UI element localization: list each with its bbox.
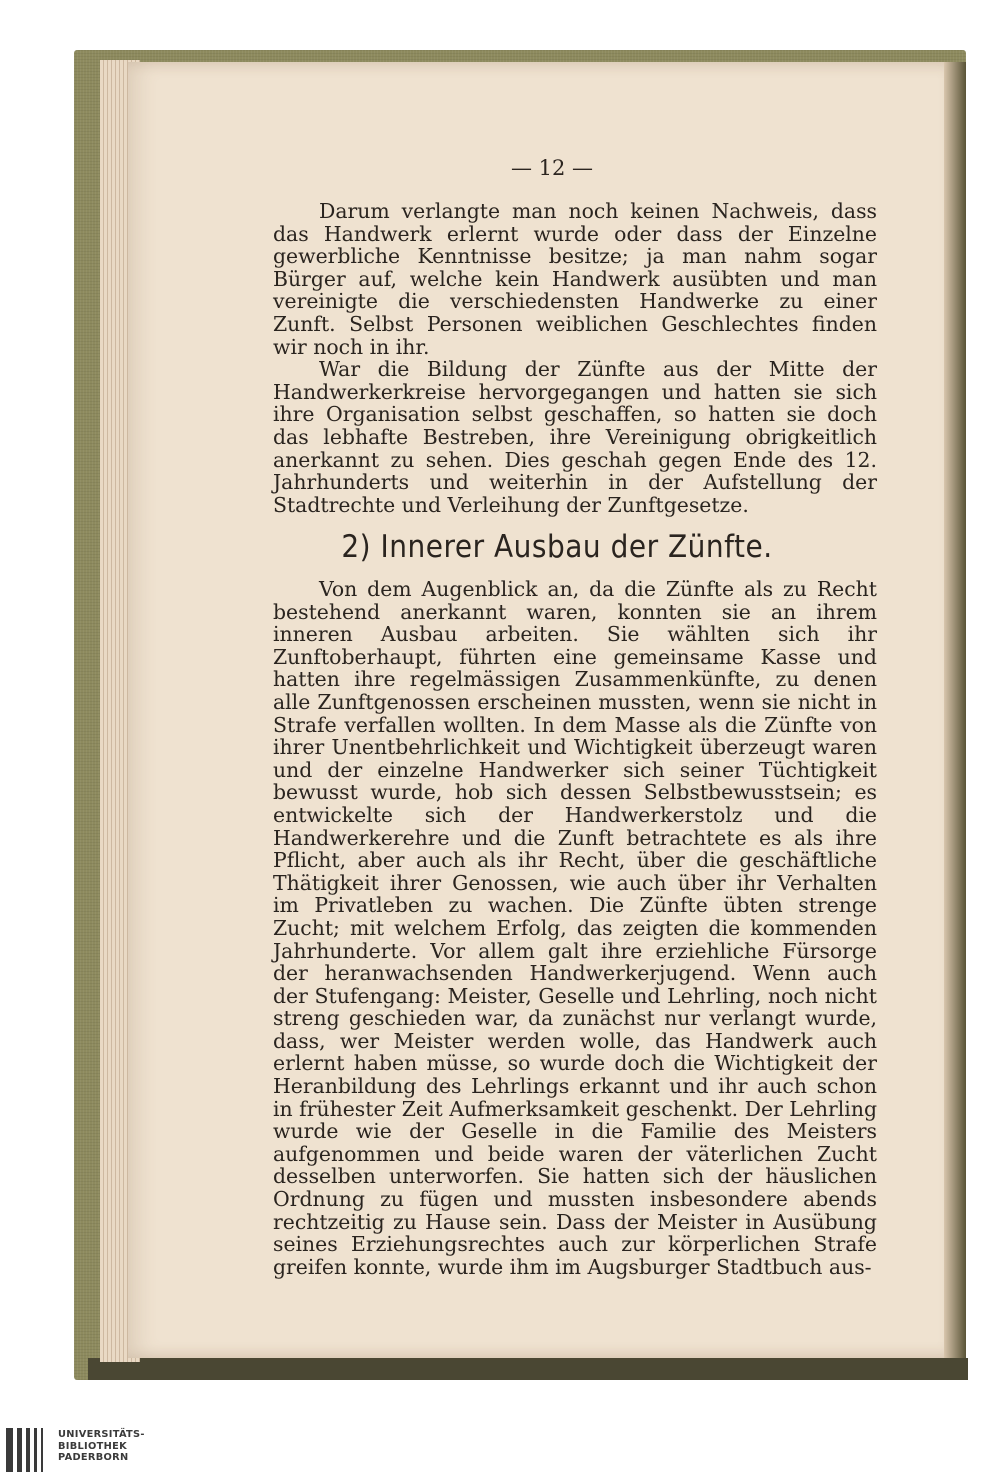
section-heading: 2) Innerer Ausbau der Zünfte. (341, 528, 773, 565)
text-block-after-heading (273, 578, 877, 1278)
cover-edge (88, 1358, 968, 1380)
paragraph: War die Bildung der Zünfte aus der Mitte der Handwerkerkreise hervorgegangen und hatten sie sich ihre Organisation selbst geschaffen, so hatten sie doch das lebhafte Bestreben, ihre Vereinigung obrigkeitlich anerkannt zu sehen. Dies geschah gegen Ende des 12. Jahrhunderts und weiterhin in der Aufstellung der Stadtrechte und Verleihung der Zunftgesetze. (273, 357, 877, 517)
library-logo-text (58, 1429, 145, 1464)
paragraph: Darum verlangte man noch keinen Nachweis, dass das Handwerk erlernt wurde oder dass der Einzelne gewerbliche Kenntnisse besitze; ja man nahm sogar Bürger auf, welche kein Handwerk ausübten und man vereinigte die verschiedensten Handwerke zu einer Zunft. Selbst Personen weiblichen Geschlechtes finden wir noch in ihr. (273, 199, 877, 359)
logo-line: UNIVERSITÄTS- (58, 1429, 145, 1440)
page-number: — 12 — (510, 156, 594, 180)
library-logo (6, 1428, 166, 1472)
book-page (128, 62, 960, 1358)
logo-line: BIBLIOTHEK (58, 1440, 127, 1452)
library-bars-logo-icon (6, 1428, 50, 1472)
logo-line: PADERBORN (58, 1452, 129, 1463)
text-block-before-heading (273, 200, 877, 516)
paragraph: Von dem Augenblick an, da die Zünfte als zu Recht bestehend anerkannt waren, konnten sie an ihrem inneren Ausbau arbeiten. Sie wählten sich ihr Zunftoberhaupt, führten eine gemeinsame Kasse und hatten ihre regelmässigen Zusammenkünfte, zu denen alle Zunftgenossen erscheinen mussten, wenn sie nicht in Strafe verfallen wollten. In dem Masse als die Zünfte von ihrer Unentbehrlichkeit und Wichtigkeit überzeugt waren und der einzelne Handwerker sich seiner Tüchtigkeit bewusst wurde, hob sich dessen Selbstbewusstsein; es entwickelte sich der Handwerkerstolz und die Handwerkerehre und die Zunft betrachtete es als ihre Pflicht, aber auch als ihr Recht, über die geschäftliche Thätigkeit ihrer Genossen, wie auch über ihr Verhalten im Privatleben zu wachen. Die Zünfte übten strenge Zucht; mit welchem Erfolg, das zeigten die kommenden Jahrhunderte. Vor allem galt ihre erziehliche Fürsorge der heranwachsenden Handwerkerjugend. Wenn auch der Stufengang: Meister, Geselle und Lehrling, noch nicht streng geschieden war, da zunächst nur verlangt wurde, dass, wer Meister werden wolle, das Handwerk auch erlernt haben müsse, so wurde doch die Wichtigkeit der Heranbildung des Lehrlings erkannt und ihr auch schon in frühester Zeit Aufmerksamkeit geschenkt. Der Lehrling wurde wie der Geselle in die Familie des Meisters aufgenommen und beide waren der väterlichen Zucht desselben unterworfen. Sie hatten sich der häuslichen Ordnung zu fügen und mussten insbesondere abends rechtzeitig zu Hause sein. Dass der Meister in Ausübung seines Erziehungsrechtes auch zur körperlichen Strafe greifen konnte, wurde ihm im Augsburger Stadtbuch aus- (273, 577, 877, 1279)
page-gutter (944, 62, 966, 1358)
